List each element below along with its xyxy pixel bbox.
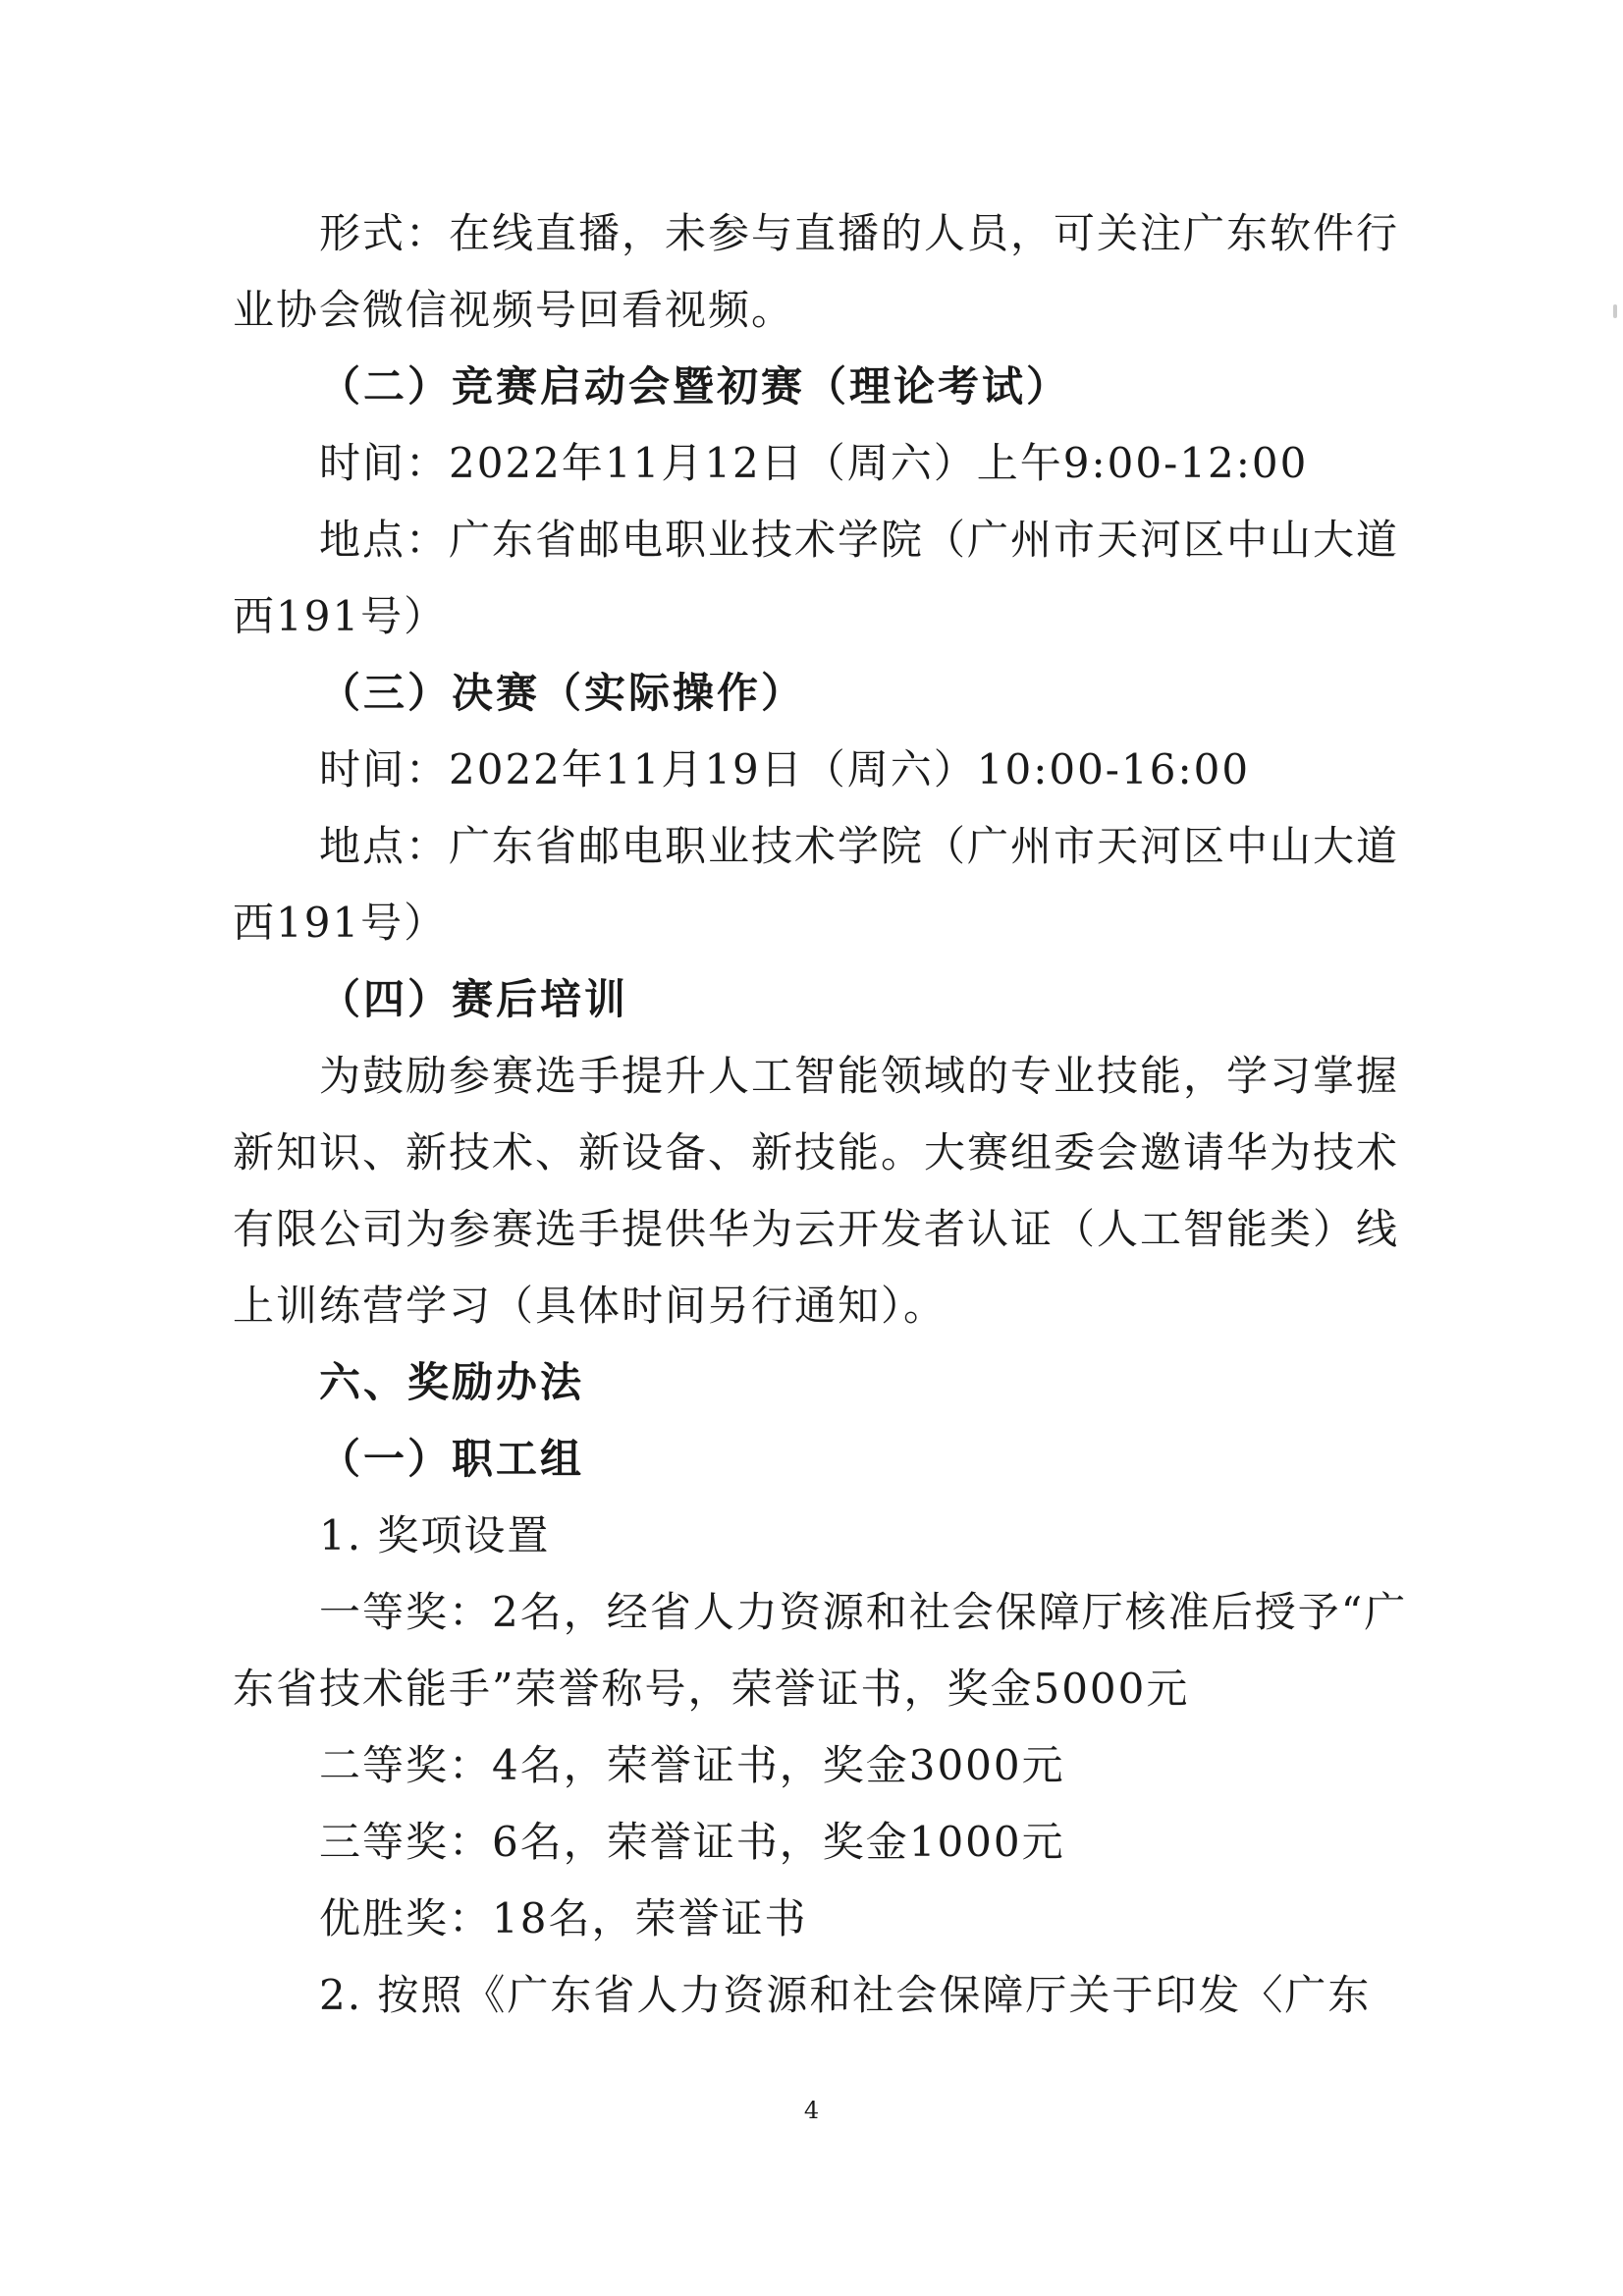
- text-line-21: 二等奖：4名，荣誉证书，奖金3000元: [319, 1741, 1065, 1789]
- text-line-13: 新知识、新技术、新设备、新技能。大赛组委会邀请华为技术: [233, 1128, 1400, 1176]
- text-line-22: 三等奖：6名，荣誉证书，奖金1000元: [319, 1818, 1065, 1866]
- text-line-12: 为鼓励参赛选手提升人工智能领域的专业技能，学习掌握: [319, 1052, 1400, 1100]
- text-line-18: 1. 奖项设置: [319, 1511, 551, 1559]
- text-line-5: 地点：广东省邮电职业技术学院（广州市天河区中山大道: [319, 516, 1400, 564]
- text-line-14: 有限公司为参赛选手提供华为云开发者认证（人工智能类）线: [233, 1205, 1400, 1253]
- section-heading-2: （二）竞赛启动会暨初赛（理论考试）: [319, 362, 1071, 410]
- section-heading-4: （四）赛后培训: [319, 975, 629, 1023]
- text-line-20: 东省技术能手”荣誉称号，荣誉证书，奖金5000元: [233, 1665, 1190, 1713]
- text-line-24: 2. 按照《广东省人力资源和社会保障厅关于印发〈广东: [319, 1971, 1372, 2019]
- text-line-23: 优胜奖：18名，荣誉证书: [319, 1894, 808, 1942]
- section-heading-3: （三）决赛（实际操作）: [319, 669, 806, 717]
- text-line-2: 业协会微信视频号回看视频。: [233, 286, 795, 334]
- text-line-1: 形式：在线直播，未参与直播的人员，可关注广东软件行: [319, 209, 1400, 257]
- section-heading-6-1: （一）职工组: [319, 1435, 585, 1483]
- text-line-10: 西191号）: [233, 899, 448, 947]
- text-line-9: 地点：广东省邮电职业技术学院（广州市天河区中山大道: [319, 822, 1400, 870]
- chapter-heading-6: 六、奖励办法: [319, 1358, 585, 1406]
- scan-artifact: [1613, 304, 1617, 318]
- text-line-8: 时间：2022年11月19日（周六）10:00-16:00: [319, 745, 1251, 793]
- text-line-19: 一等奖：2名，经省人力资源和社会保障厅核准后授予“广: [319, 1588, 1408, 1636]
- text-line-15: 上训练营学习（具体时间另行通知）。: [233, 1282, 947, 1330]
- text-line-6: 西191号）: [233, 592, 448, 640]
- text-line-4: 时间：2022年11月12日（周六）上午9:00-12:00: [319, 439, 1309, 487]
- page-number: 4: [803, 2097, 820, 2124]
